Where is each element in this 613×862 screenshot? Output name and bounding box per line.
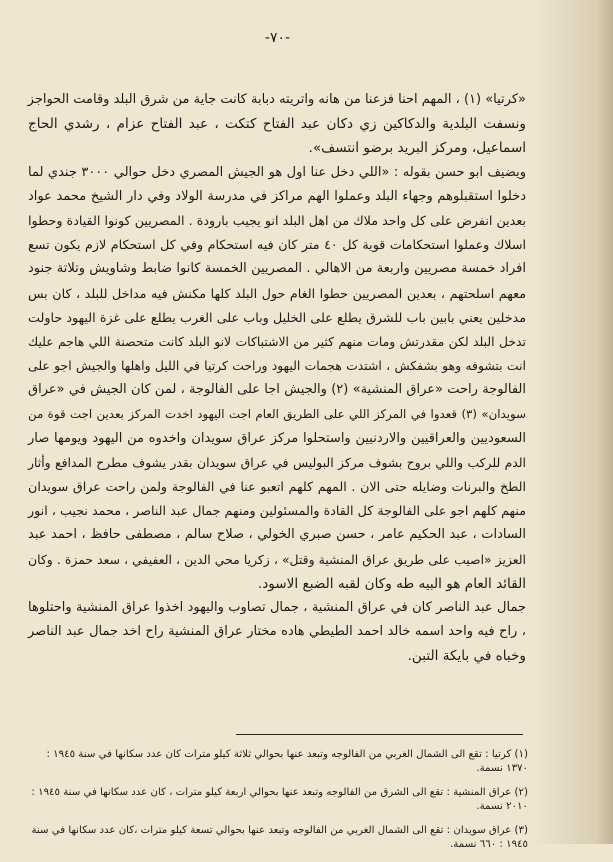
- text-line: ، راح فيه واحد اسمه خالد احمد الطيطي هاده مختار عراق المنشية راح اخد جمال عبد الناصر: [28, 624, 526, 640]
- text-line: ويضيف ابو حسن بقوله : «اللي دخل عنا اول هو الجيش المصري دخل حوالي ٣٠٠٠ جندي لما: [28, 164, 526, 180]
- text-line: الطخ والبرنات وضايله حتى الان . المهم كلهم اتعبو عنا في الفالوجة ولمن راحت عراق سويدان: [28, 479, 526, 494]
- page-number: -٧٠-: [264, 30, 291, 46]
- text-line: افراد خمسة مصريين واربعة من الاهالي . المصريين الخمسة كانوا ضابط وشاويش وتلاتة جنود: [28, 261, 526, 277]
- text-line: العزيز «اصيب على طريق عراق المنشية وقتل» ، زكريا محي الدين ، العفيفي ، سعد حمزة . وكان: [28, 551, 526, 567]
- body-text: [28, 88, 526, 669]
- text-line: منهم كلهم اجو على الفالوجة كل القادة والمسئولين ومنهم جمال عبد الناصر ، محمد نجيب ، انور: [28, 503, 526, 519]
- text-line: اسلاك وعملوا استحكامات قوية كل ٤٠ متر كان فيه استحكام وفي كل استحكام لازم يكون تسع: [28, 237, 527, 253]
- text-line: انت بتشوفه وهو بشفكش ، اشتدت هجمات اليهود وراحت كرتيا في الليل واهلها والجيش اجو على: [28, 358, 526, 374]
- text-line: «كرتيا» (١) ، المهم احنا فزعنا من هانه واتريته دبابة كانت جاية من شرق البلد وقامت الحواجز: [27, 92, 526, 107]
- text-line: تدخل البلد لكن مقدرتش ومات منهم كثير من الاشتباكات لانو البلد كانت متحصنة اللي هاجم عليك: [28, 333, 526, 349]
- text-line: اسماعيل، ومركز البريد برضو انتسف».: [308, 140, 526, 157]
- text-line: الفالوجة راحت «عراق المنشية» (٢) والجيش اجا على الفالوجة ، لمن كان الجيش في «عراق: [28, 382, 527, 398]
- footnote: (١) كرتيا : تقع الى الشمال الغربي من الفالوجه وتبعد عنها بحوالي ثلاثة كيلو مترات كان عدد سكانها في سنة ١٩٤٥ : ١٣٧٠ نسمة.: [46, 749, 528, 774]
- text-line: الدم للركب واللي بروح بشوف مركز البوليس في عراق سويدان بقدر يشوف مطرح المدافع وأثار: [28, 454, 526, 470]
- text-line: وخباه في بايكة التبن.: [407, 648, 526, 665]
- text-line: ونسفت البلدية والدكاكين زي دكان عبد الفتاح كتكت ، عبد الفتاح عزام ، رشدي الحاج: [28, 116, 526, 133]
- text-line: السعوديين والعراقيين والاردنيين واستحلوا مركز عراق سويدان واخدوه من اليهود ويومها صار: [28, 430, 526, 446]
- footnote: (٣) عراق سويدان : تقع الى الشمال الغربي من الفالوجه وتبعد عنها بحوالي تسعة كيلو مترات ،كان عدد سكانها في سنة ١٩٤٥ : ٦٦٠ نسمة.: [31, 825, 528, 850]
- text-line: بعدين انفرض على كل واحد ملاك من اهل البلد انو يجيب بارودة . المصريين كونوا القيادة وحطوا: [28, 212, 526, 228]
- footnote-divider: [236, 734, 523, 735]
- text-line: معهم اسلحتهم ، بعدين المصريين حطوا الغام حول البلد كلها مكنش فيه مداخل للبلد ، كان بس: [28, 285, 526, 301]
- text-line: مدخلين يعني بابين باب للشرق يطلع على الخليل وباب على الغرب يطلع على غزة اليهود حاولت: [28, 309, 526, 325]
- page-edge-shadow: [533, 0, 613, 844]
- footnote: (٢) عراق المنشية : تقع الى الشرق من الفالوجه وتبعد عنها بحوالي اربعة كيلو مترات ، كان عدد سكانها في سنة ١٩٤٥ : ٢٠١٠ نسمة.: [31, 787, 528, 812]
- text-line: دخلوا استقبلوهم وجهاء البلد وعملوا الهم مراكز في مدرسة الولاد وفي دار الشيخ محمد عواد: [28, 188, 526, 204]
- text-line: السادات ، عبد الحكيم عامر ، حسن صبري الخولي ، صلاح سالم ، مصطفى حافظ ، احمد عبد: [28, 527, 526, 543]
- text-line: القائد العام هو البيه طه وكان لقبه الضبع الاسود.: [257, 575, 526, 592]
- footnotes: [28, 748, 528, 862]
- text-line: جمال عبد الناصر كان في عراق المنشية ، جمال تصاوب واليهود اخذوا عراق المنشية واحتلوها: [28, 599, 526, 615]
- text-line: سويدان» (٣) قعدوا في المركز اللي على الطريق العام اجت اليهود اخدت المركز بعدين اجت قوة من: [28, 407, 526, 422]
